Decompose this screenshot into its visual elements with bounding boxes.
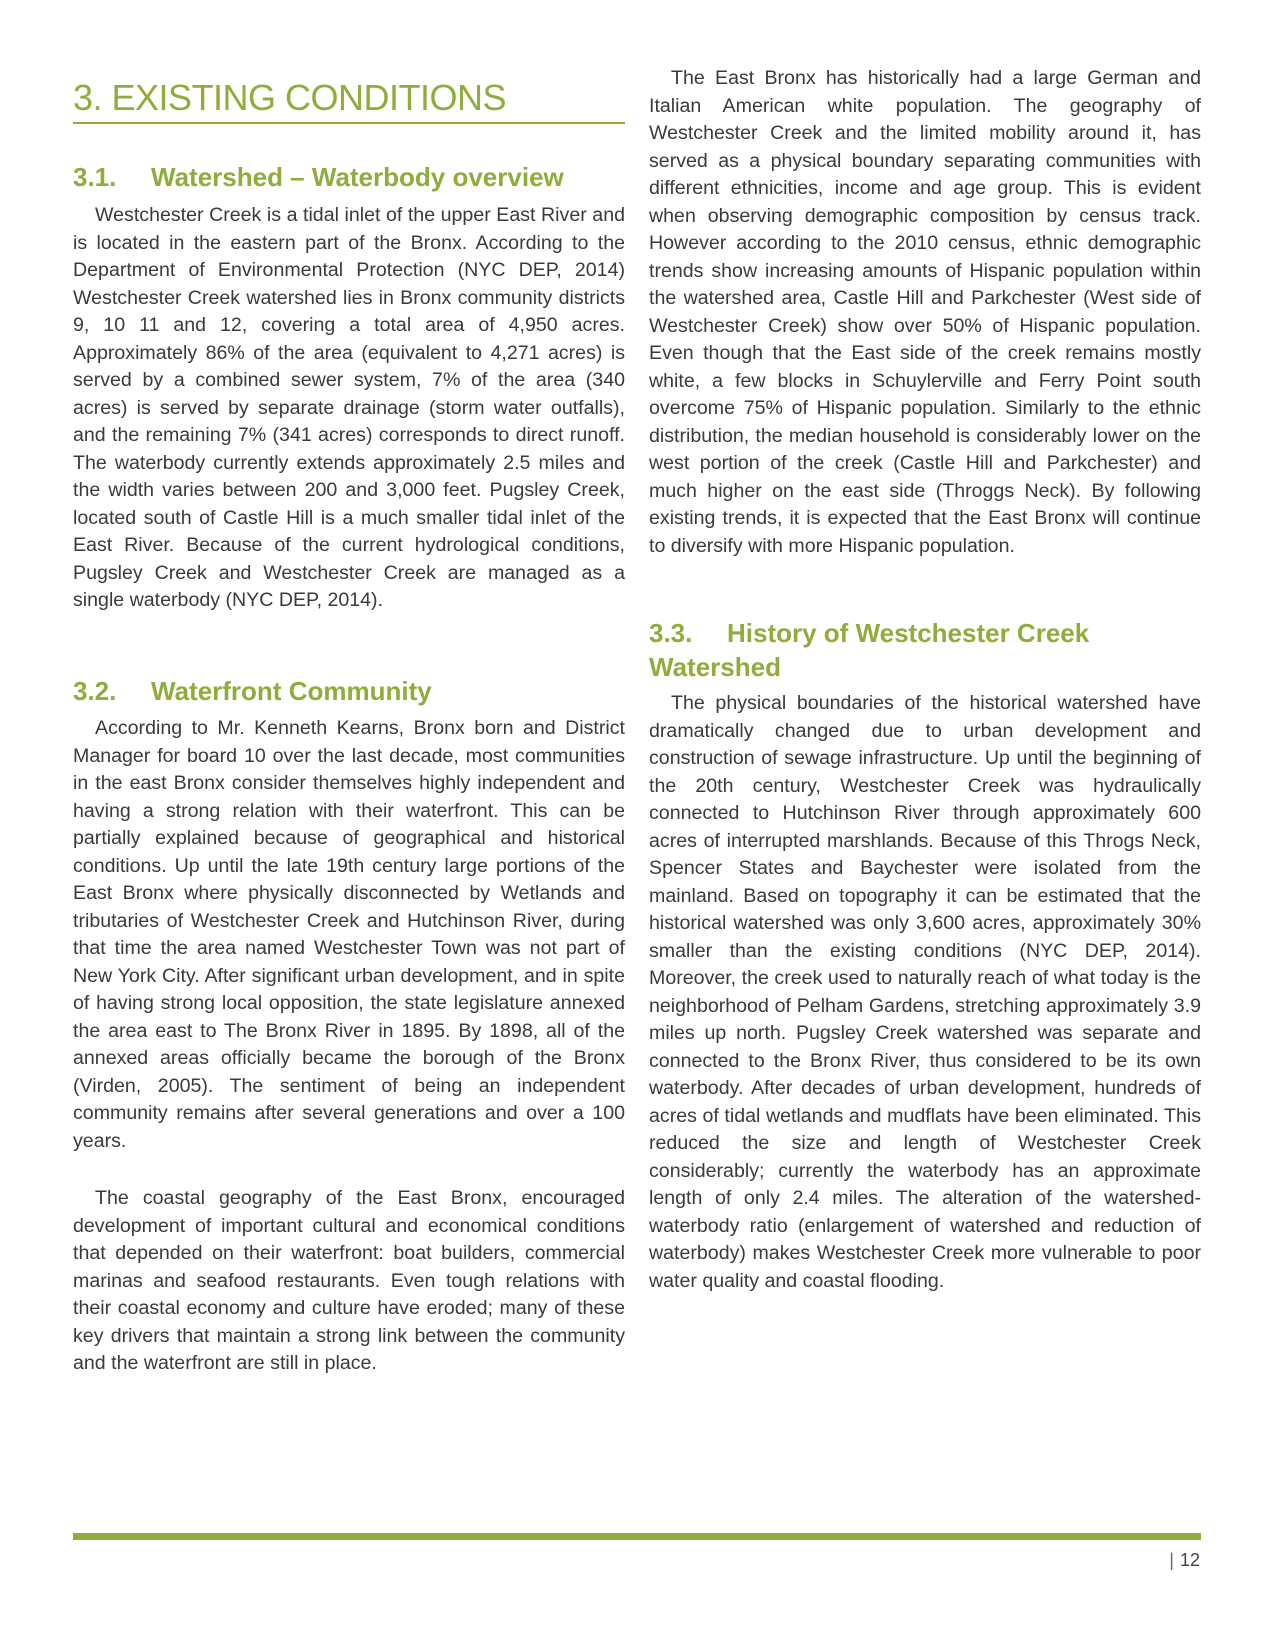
footer-rule [73,1533,1201,1540]
section-3-3-title-line2: Watershed [649,652,781,682]
section-3-2-paragraph-3: The East Bronx has historically had a large German and Italian American white population. The geography of Westchester Creek and the limited mobility around it, has served as a physical boundary separating communities with different ethnicities, income and age group. This is evident when observing demographic composition by census track. However according to the 2010 census, ethnic demographic trends show increasing amounts of Hispanic population within the watershed area, Castle Hill and Parkchester (West side of Westchester Creek) show over 50% of Hispanic population. Even though that the East side of the creek remains mostly white, a few blocks in Schuylerville and Ferry Point south overcome 75% of Hispanic population. Similarly to the ethnic distribution, the median household is considerably lower on the west portion of the creek (Castle Hill and Parkchester) and much higher on the east side (Throggs Neck). By following existing trends, it is expected that the East Bronx will continue to diversify with more Hispanic population. [649,67,1201,557]
section-3-3-paragraph: The physical boundaries of the historical watershed have dramatically changed due to urban development and construction of sewage infrastructure. Up until the beginning of the 20th century, Westchester Creek was hydraulically connected to Hutchinson River through approximately 600 acres of interrupted marshlands. Because of this Throgs Neck, Spencer States and Baychester were isolated from the mainland. Based on topography it can be estimated that the historical watershed was only 3,600 acres, approximately 30% smaller than the existing conditions (NYC DEP, 2014). Moreover, the creek used to naturally reach of what today is the neighborhood of Pelham Gardens, stretching approximately 3.9 miles up north. Pugsley Creek watershed was separate and connected to the Bronx River, thus considered to be its own waterbody. After decades of urban development, hundreds of acres of tidal wetlands and mudflats have been eliminated. This reduced the size and length of Westchester Creek considerably; currently the waterbody has an approximate length of only 2.4 miles. The alteration of the watershed-waterbody ratio (enlargement of watershed and reduction of waterbody) makes Westchester Creek more vulnerable to poor water quality and coastal flooding. [649,692,1201,1292]
section-3-2-paragraph-2: The coastal geography of the East Bronx, encouraged development of important cultural and economical conditions that depended on their waterfront: boat builders, commercial marinas and seafood restaurants. Even tough relations with their coastal economy and culture have eroded; many of these key drivers that maintain a strong link between the community and the waterfront are still in place. [73,1187,625,1374]
section-3-2-title: Waterfront Community [151,676,432,706]
page-number-value: 12 [1179,1550,1200,1570]
section-3-2-number: 3.2. [73,676,117,706]
section-3-3-title-line1: History of Westchester Creek [727,618,1090,648]
section-3-1-number: 3.1. [73,162,117,192]
page-number [1160,1550,1200,1571]
section-3-1-heading [73,160,633,194]
section-3-3-number: 3.3. [649,618,693,648]
section-3-2-heading [73,674,633,708]
section-3-1-title: Watershed – Waterbody overview [151,162,564,192]
section-3-2-paragraph-1: According to Mr. Kenneth Kearns, Bronx born and District Manager for board 10 over the last decade, most communities in the east Bronx consider themselves highly independent and having a strong relation with their waterfront. This can be partially explained because of geographical and historical conditions. Up until the late 19th century large portions of the East Bronx where physically disconnected by Wetlands and tributaries of Westchester Creek and Hutchinson River, during that time the area named Westchester Town was not part of New York City. After significant urban development, and in spite of having strong local opposition, the state legislature annexed the area east to The Bronx River in 1895. By 1898, all of the annexed areas officially became the borough of the Bronx (Virden, 2005). The sentiment of being an independent community remains after several generations and over a 100 years. [73,717,625,1152]
page-number-separator: | [1169,1550,1174,1570]
title-rule [73,122,625,124]
section-3-1-paragraph: Westchester Creek is a tidal inlet of the upper East River and is located in the eastern part of the Bronx. According to the Department of Environmental Protection (NYC DEP, 2014) Westchester Creek watershed lies in Bronx community districts 9, 10 11 and 12, covering a total area of 4,950 acres. Approximately 86% of the area (equivalent to 4,271 acres) is served by a combined sewer system, 7% of the area (340 acres) is served by separate drainage (storm water outfalls), and the remaining 7% (341 acres) corresponds to direct runoff. The waterbody currently extends approximately 2.5 miles and the width varies between 200 and 3,000 feet. Pugsley Creek, located south of Castle Hill is a much smaller tidal inlet of the East River. Because of the current hydrological conditions, Pugsley Creek and Westchester Creek are managed as a single waterbody (NYC DEP, 2014). [73,204,625,611]
section-3-3-heading [649,616,1209,684]
page-title: 3. EXISTING CONDITIONS [73,77,507,118]
